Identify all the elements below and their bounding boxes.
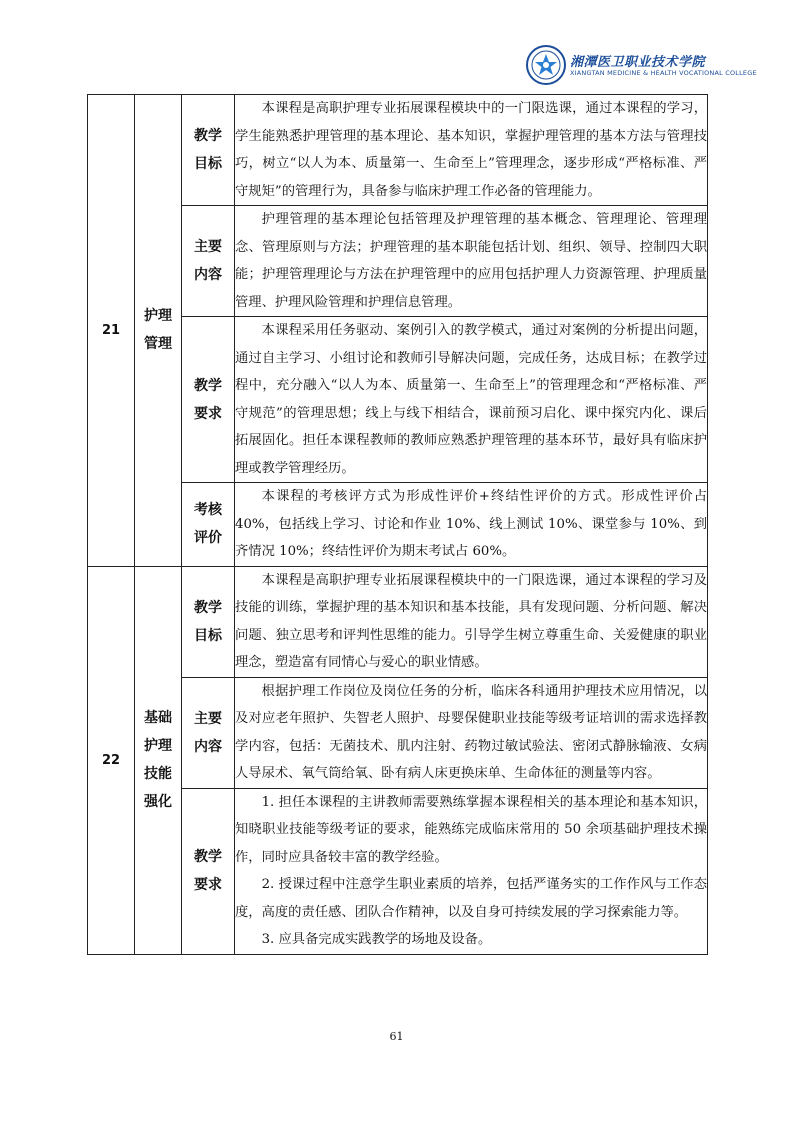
course-name [135,566,182,954]
section-label [182,95,235,206]
table-row [88,566,708,677]
section-content [235,677,708,788]
section-label-line: 评价 [194,530,222,547]
course-name-line: 护理 [144,738,172,754]
content-paragraph: 本课程采用任务驱动、案例引入的教学模式，通过对案例的分析提出问题，通过自主学习、小组讨论和教师引导解决问题，完成任务，达成目标；在教学过程中，充分融入“以人为本、质量第一、生命至上”的管理理念和“严格标准、严守规范”的管理思想；线上与线下相结合，课前预习启化、课中探究内化、课后拓展固化。担任本课程教师的教师应熟悉护理管理的基本环节，最好具有临床护理或教学管理经历。 [235,323,707,476]
section-label-line: 教学 [194,377,222,394]
content-paragraph: 本课程是高职护理专业拓展课程模块中的一门限选课，通过本课程的学习及技能的训练，掌握护理的基本知识和基本技能，具有发现问题、分析问题、解决问题、独立思考和评判性思维的能力。引导学生树立尊重生命、关爱健康的职业理念，塑造富有同情心与爱心的职业情感。 [235,572,707,670]
section-label [182,788,235,954]
section-label-line: 主要 [194,710,222,727]
content-paragraph: 根据护理工作岗位及岗位任务的分析，临床各科通用护理技术应用情况，以及对应老年照护、失智老人照护、母婴保健职业技能等级考证培训的需求选择教学内容，包括：无菌技术、肌内注射、药物过敏试验法、密闭式静脉输液、女病人导尿术、氧气筒给氧、卧有病人床更换床单、生命体征的测量等内容。 [235,683,707,781]
college-logo [526,45,757,85]
content-paragraph: 1. 担任本课程的主讲教师需要熟练掌握本课程相关的基本理论和基本知识，知晓职业技能等级考证的要求，能熟练完成临床常用的 50 余项基础护理技术操作，同时应具备较丰富的教学经验。 [235,794,707,865]
section-label-line: 教学 [194,849,222,865]
section-label-line: 教学 [194,599,222,616]
section-label-line: 要求 [194,405,222,422]
section-label [182,566,235,677]
section-content [235,317,708,483]
course-name-line: 护理 [144,308,172,325]
content-paragraph: 护理管理的基本理论包括管理及护理管理的基本概念、管理理论、管理理念、管理原则与方法；护理管理的基本职能包括计划、组织、领导、控制四大职能；护理管理理论与方法在护理管理中的应用包括护理人力资源管理、护理质量管理、护理风险管理和护理信息管理。 [235,212,707,310]
section-content [235,483,708,567]
section-label-line: 目标 [194,627,222,644]
section-content [235,206,708,317]
course-table [87,94,708,955]
section-content [235,788,708,954]
course-name-line: 强化 [144,794,172,810]
content-paragraph: 本课程的考核评方式为形成性评价+终结性评价的方式。形成性评价占40%，包括线上学习、讨论和作业 10%、线上测试 10%、课堂参与 10%、到齐情况 10%；终结性评价为期末考试占 60%。 [235,489,707,559]
content-paragraph: 3. 应具备完成实践教学的场地及设备。 [261,932,492,947]
course-number: 21 [88,95,135,567]
table-row [88,95,708,206]
section-label [182,677,235,788]
course-number: 22 [88,566,135,954]
section-label-line: 考核 [194,502,222,519]
section-content [235,95,708,206]
content-paragraph: 2. 授课过程中注意学生职业素质的培养，包括严谨务实的工作作风与工作态度，高度的责任感、团队合作精神，以及自身可持续发展的学习探索能力等。 [235,877,707,920]
section-label-line: 目标 [194,156,222,172]
course-name-line: 技能 [144,766,172,782]
course-name-line: 管理 [144,336,172,353]
section-content [235,566,708,677]
logo-chinese-name: 湘潭医卫职业技术学院 [570,55,706,70]
section-label-line: 内容 [194,267,222,283]
course-name [135,95,182,567]
section-label-line: 要求 [194,877,222,893]
logo-english-name: XIANGTAN MEDICINE & HEALTH VOCATIONAL COLLEGE [570,69,757,77]
section-label [182,317,235,483]
section-label-line: 内容 [194,738,222,755]
section-label-line: 主要 [194,239,222,255]
content-paragraph: 本课程是高职护理专业拓展课程模块中的一门限选课，通过本课程的学习，学生能熟悉护理管理的基本理论、基本知识，掌握护理管理的基本方法与管理技巧，树立“以人为本、质量第一、生命至上”管理理念，逐步形成“严格标准、严守规矩”的管理行为，具备参与临床护理工作必备的管理能力。 [235,101,707,199]
section-label-line: 教学 [194,128,222,144]
page-number: 61 [389,1030,404,1043]
section-label [182,483,235,567]
section-label [182,206,235,317]
course-name-line: 基础 [144,710,172,726]
college-emblem-icon [526,45,566,85]
